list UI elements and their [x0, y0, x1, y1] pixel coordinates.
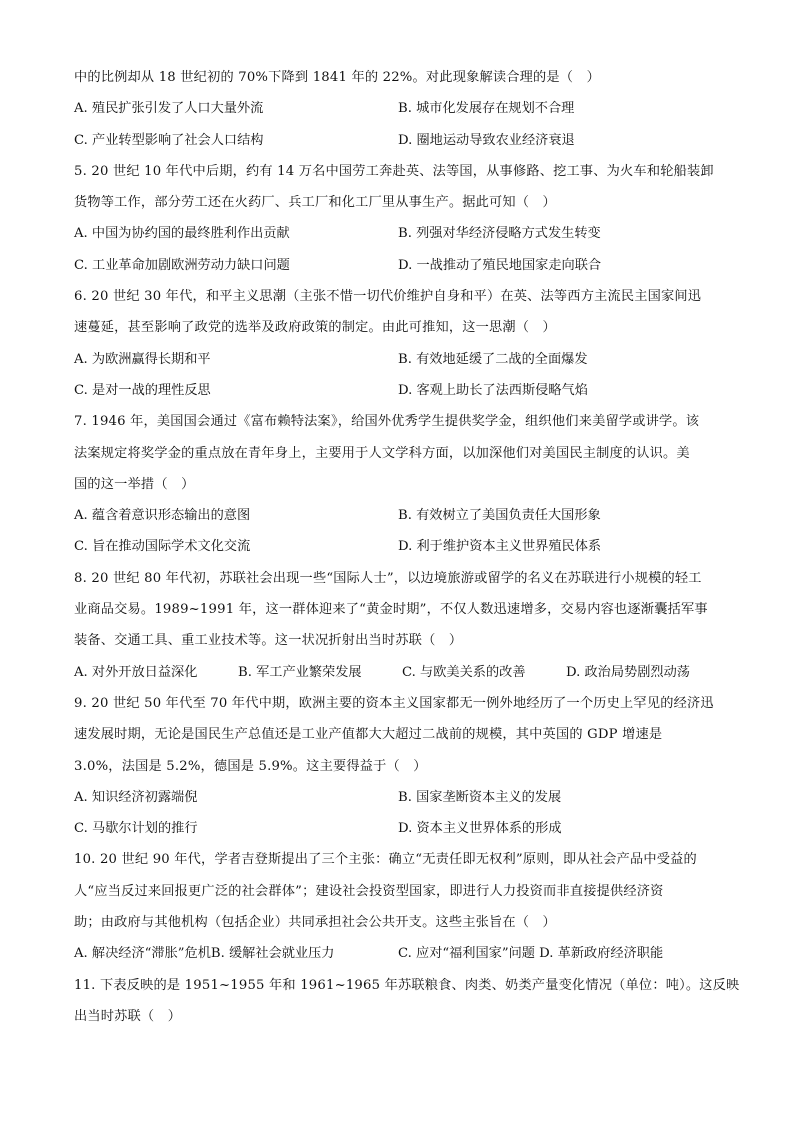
q11-stem-line: 11. 下表反映的是 1951~1955 年和 1961~1965 年苏联粮食、肉类、奶类产量变化情况（单位：吨）。这反映 [74, 977, 740, 993]
q4-option-a: A. 殖民扩张引发了人口大量外流 [74, 101, 264, 117]
q7-options-row-1 [74, 500, 734, 531]
q5-options-row-2 [74, 250, 734, 281]
q4-option-b: B. 城市化发展存在规划不合理 [398, 101, 575, 117]
q5-option-c: C. 工业革命加剧欧洲劳动力缺口问题 [74, 257, 290, 273]
q9-stem-line: 3.0%，法国是 5.2%，德国是 5.9%。这主要得益于（ ） [74, 758, 427, 774]
q5-option-b: B. 列强对华经济侵略方式发生转变 [398, 226, 601, 242]
q10-stem-line: 人“应当反过来回报更广泛的社会群体”；建设社会投资型国家，即进行人力投资而非直接提供经济资 [74, 883, 664, 899]
q9-option-b: B. 国家垄断资本主义的发展 [398, 789, 562, 805]
q10-stem-line: 10. 20 世纪 90 年代，学者吉登斯提出了三个主张：确立“无责任即无权利”原则，即从社会产品中受益的 [74, 852, 697, 868]
q10-option-a-b: A. 解决经济“滞胀”危机B. 缓解社会就业压力 [74, 946, 335, 962]
q6-option-c: C. 是对一战的理性反思 [74, 382, 211, 398]
q7-option-a: A. 蕴含着意识形态输出的意图 [74, 508, 251, 524]
q8-option-d: D. 政治局势剧烈动荡 [566, 664, 690, 680]
q9-option-c: C. 马歇尔计划的推行 [74, 821, 198, 837]
q7-stem-line: 法案规定将奖学金的重点放在青年身上，主要用于人文学科方面，以加深他们对美国民主制度的认识。美 [74, 445, 690, 461]
q8-option-a: A. 对外开放日益深化 [74, 664, 198, 680]
q6-option-d: D. 客观上助长了法西斯侵略气焰 [398, 382, 588, 398]
q9-option-d: D. 资本主义世界体系的形成 [398, 821, 562, 837]
q7-stem-line: 国的这一举措（ ） [74, 476, 195, 492]
q11-stem-line: 出当时苏联（ ） [74, 1008, 182, 1024]
q8-option-b: B. 军工产业繁荣发展 [238, 664, 362, 680]
q4-option-c: C. 产业转型影响了社会人口结构 [74, 132, 264, 148]
q10-option-c-d: C. 应对“福利国家”问题 D. 革新政府经济职能 [398, 946, 664, 962]
q6-stem-line: 6. 20 世纪 30 年代，和平主义思潮（主张不惜一切代价维护自身和平）在英、法等西方主流民主国家间迅 [74, 289, 702, 305]
q8-stem-line: 8. 20 世纪 80 年代初，苏联社会出现一些“国际人士”，以边境旅游或留学的名义在苏联进行小规模的轻工 [74, 570, 702, 586]
q5-stem-line: 5. 20 世纪 10 年代中后期，约有 14 万名中国劳工奔赴英、法等国，从事修路、挖工事、为火车和轮船装卸 [74, 163, 714, 179]
q9-options-row-1 [74, 782, 734, 813]
q4-stem-line: 中的比例却从 18 世纪初的 70%下降到 1841 年的 22%。对此现象解读合理的是（ ） [74, 70, 600, 85]
q6-options-row-2 [74, 375, 734, 406]
q8-stem-line: 装备、交通工具、重工业技术等。这一状况折射出当时苏联（ ） [74, 633, 463, 649]
q8-stem-line: 业商品交易。1989~1991 年，这一群体迎来了“黄金时期”，不仅人数迅速增多，交易内容也逐渐囊括军事 [74, 602, 708, 618]
q4-option-d: D. 圈地运动导致农业经济衰退 [398, 132, 575, 148]
q9-option-a: A. 知识经济初露端倪 [74, 789, 198, 805]
exam-page [74, 62, 740, 1032]
q5-option-a: A. 中国为协约国的最终胜利作出贡献 [74, 226, 290, 242]
q4-options-row-1 [74, 93, 734, 124]
q10-options-row [74, 938, 734, 969]
q6-option-b: B. 有效地延缓了二战的全面爆发 [398, 351, 588, 367]
q9-options-row-2 [74, 813, 734, 844]
q7-stem-line: 7. 1946 年，美国国会通过《富布赖特法案》，给国外优秀学生提供奖学金，组织他们来美留学或讲学。该 [74, 414, 700, 430]
q8-options-row [74, 657, 734, 688]
q4-options-row-2 [74, 125, 734, 156]
q6-option-a: A. 为欧洲赢得长期和平 [74, 351, 211, 367]
q9-stem-line: 速发展时期，无论是国民生产总值还是工业产值都大大超过二战前的规模，其中英国的 GDP 增速是 [74, 727, 663, 743]
q7-option-b: B. 有效树立了美国负责任大国形象 [398, 508, 601, 524]
q5-stem-line: 货物等工作，部分劳工还在火药厂、兵工厂和化工厂里从事生产。据此可知（ ） [74, 195, 556, 211]
q9-stem-line: 9. 20 世纪 50 年代至 70 年代中期，欧洲主要的资本主义国家都无一例外地经历了一个历史上罕见的经济迅 [74, 695, 714, 711]
q7-options-row-2 [74, 531, 734, 562]
q8-option-c: C. 与欧美关系的改善 [402, 664, 526, 680]
q7-option-d: D. 利于维护资本主义世界殖民体系 [398, 539, 602, 555]
q5-options-row-1 [74, 218, 734, 249]
q6-options-row-1 [74, 344, 734, 375]
q10-stem-line: 助；由政府与其他机构（包括企业）共同承担社会公共开支。这些主张旨在（ ） [74, 915, 556, 931]
q7-option-c: C. 旨在推动国际学术文化交流 [74, 539, 251, 555]
q6-stem-line: 速蔓延，甚至影响了政党的选举及政府政策的制定。由此可推知，这一思潮（ ） [74, 320, 556, 336]
q5-option-d: D. 一战推动了殖民地国家走向联合 [398, 257, 602, 273]
